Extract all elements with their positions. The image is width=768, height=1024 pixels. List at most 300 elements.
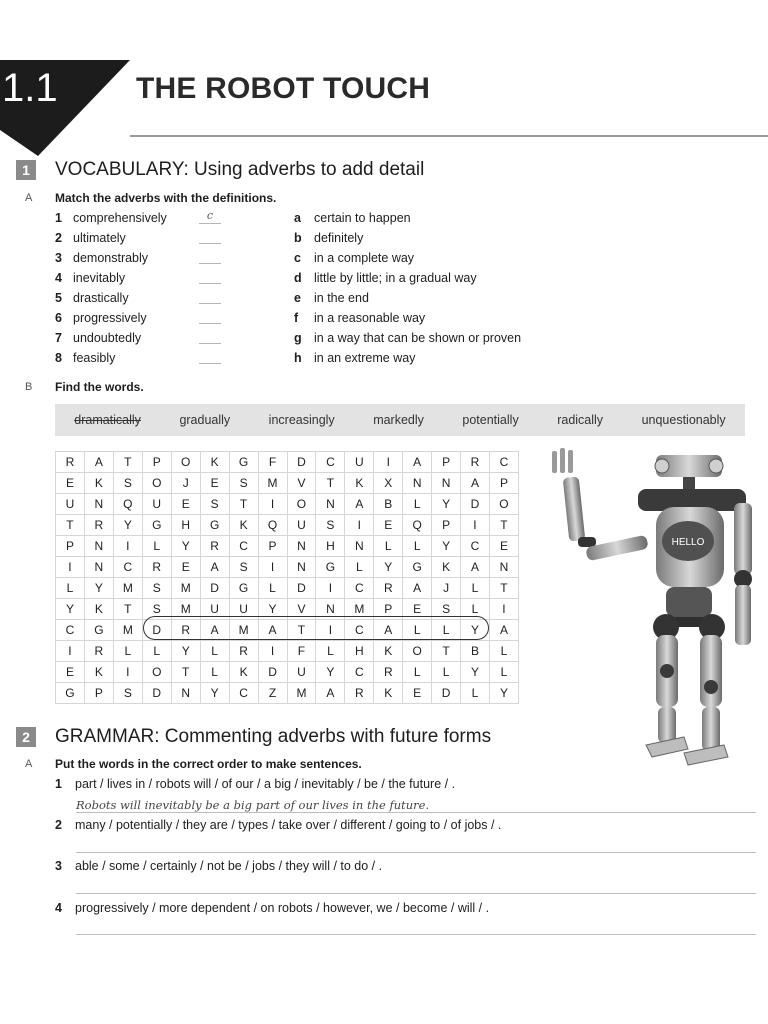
answer-line[interactable] (76, 893, 756, 894)
grid-cell[interactable]: S (113, 473, 142, 494)
grid-cell[interactable]: E (489, 536, 518, 557)
grid-cell[interactable]: K (229, 515, 258, 536)
title-divider (130, 135, 768, 137)
grid-cell[interactable]: P (374, 599, 403, 620)
grid-cell[interactable]: O (142, 473, 171, 494)
grid-cell[interactable]: R (200, 536, 229, 557)
grid-cell[interactable]: L (461, 578, 490, 599)
word-bank-item: radically (557, 413, 604, 427)
adverb-word: comprehensively (73, 211, 167, 225)
grid-cell[interactable]: R (374, 662, 403, 683)
grid-cell[interactable]: L (403, 536, 432, 557)
definition-item (294, 208, 594, 228)
grid-cell[interactable]: Y (56, 599, 85, 620)
grid-cell[interactable]: H (171, 515, 200, 536)
grammar-part-a-letter: A (25, 758, 33, 770)
grid-cell[interactable]: T (287, 620, 316, 641)
grid-cell[interactable]: A (200, 557, 229, 578)
grid-cell[interactable]: J (432, 578, 461, 599)
definition-item (294, 288, 594, 308)
answer-line[interactable] (76, 852, 756, 853)
grid-cell[interactable]: L (432, 662, 461, 683)
answer-blank[interactable] (199, 283, 221, 284)
grid-cell[interactable]: I (374, 452, 403, 473)
grid-cell[interactable]: G (142, 515, 171, 536)
adverb-item (55, 248, 295, 268)
grid-cell[interactable]: P (432, 515, 461, 536)
grid-cell[interactable]: A (489, 620, 518, 641)
grid-cell[interactable]: P (142, 452, 171, 473)
grid-cell[interactable]: Q (258, 515, 287, 536)
adverb-word: drastically (73, 291, 129, 305)
grid-cell[interactable]: R (142, 557, 171, 578)
robot-badge-text: HELLO (671, 537, 705, 548)
adverb-number: 4 (55, 271, 62, 285)
grid-cell[interactable]: N (489, 557, 518, 578)
grid-cell[interactable]: I (113, 536, 142, 557)
definition-letter: h (294, 351, 302, 365)
definition-item (294, 328, 594, 348)
grid-row (56, 641, 519, 662)
grid-cell[interactable]: K (432, 557, 461, 578)
grid-cell[interactable]: C (316, 452, 345, 473)
grid-cell[interactable]: M (113, 578, 142, 599)
adverb-item (55, 288, 295, 308)
definition-text: in the end (314, 291, 369, 305)
grid-cell[interactable]: O (171, 452, 200, 473)
definition-item (294, 248, 594, 268)
word-bank-item: potentially (462, 413, 519, 427)
definition-letter: b (294, 231, 302, 245)
grid-cell[interactable]: E (403, 599, 432, 620)
grid-cell[interactable]: H (345, 641, 374, 662)
grid-cell[interactable]: L (432, 620, 461, 641)
grid-cell[interactable]: D (258, 662, 287, 683)
grid-cell[interactable]: K (84, 599, 113, 620)
grid-cell[interactable]: N (287, 536, 316, 557)
grid-cell[interactable]: L (258, 578, 287, 599)
grid-cell[interactable]: N (84, 494, 113, 515)
sentence-number: 2 (55, 818, 62, 832)
adverb-item (55, 348, 295, 368)
word-bank-item: markedly (373, 413, 424, 427)
adverb-item (55, 308, 295, 328)
sentence-item (55, 818, 501, 832)
grid-cell[interactable]: Y (113, 515, 142, 536)
grid-cell[interactable]: S (432, 599, 461, 620)
grid-cell[interactable]: P (84, 683, 113, 704)
grid-cell[interactable]: C (345, 620, 374, 641)
grid-cell[interactable]: I (258, 494, 287, 515)
grid-cell[interactable]: L (461, 599, 490, 620)
grid-cell[interactable]: I (56, 641, 85, 662)
adverb-word: ultimately (73, 231, 126, 245)
grid-cell[interactable]: N (316, 494, 345, 515)
grid-cell[interactable]: K (200, 452, 229, 473)
sentence-prompt: many / potentially / they are / types / take over / different / going to / of jobs / . (75, 818, 502, 832)
grid-cell[interactable]: V (287, 473, 316, 494)
grid-cell[interactable]: T (432, 641, 461, 662)
adverb-item (55, 268, 295, 288)
grid-cell[interactable]: D (287, 452, 316, 473)
grid-cell[interactable]: L (200, 641, 229, 662)
grid-cell[interactable]: B (374, 494, 403, 515)
grid-cell[interactable]: D (287, 578, 316, 599)
grid-cell[interactable]: D (200, 578, 229, 599)
grid-cell[interactable]: Y (489, 683, 518, 704)
adverb-number: 7 (55, 331, 62, 345)
grid-cell[interactable]: L (489, 662, 518, 683)
definition-letter: g (294, 331, 302, 345)
grid-cell[interactable]: B (461, 641, 490, 662)
sentence-answer[interactable]: Robots will inevitably be a big part of our lives in the future. (76, 798, 430, 812)
definition-letter: e (294, 291, 301, 305)
grid-cell[interactable]: R (171, 620, 200, 641)
grid-cell[interactable]: L (403, 662, 432, 683)
grid-cell[interactable]: U (200, 599, 229, 620)
word-bank-item: unquestionably (641, 413, 726, 427)
answer-blank[interactable] (199, 303, 221, 304)
part-b-instruction: Find the words. (55, 380, 144, 394)
grid-cell[interactable]: A (403, 578, 432, 599)
grid-cell[interactable]: S (200, 494, 229, 515)
grid-cell[interactable]: N (171, 683, 200, 704)
grid-cell[interactable]: R (374, 578, 403, 599)
definition-letter: d (294, 271, 302, 285)
grid-cell[interactable]: U (229, 599, 258, 620)
grid-cell[interactable]: C (489, 452, 518, 473)
grid-cell[interactable]: L (56, 578, 85, 599)
word-bank (55, 404, 745, 436)
grid-cell[interactable]: A (345, 494, 374, 515)
grid-cell[interactable]: A (258, 620, 287, 641)
grid-cell[interactable]: S (142, 599, 171, 620)
grid-cell[interactable]: D (142, 683, 171, 704)
definition-letter: f (294, 311, 299, 325)
grid-row (56, 683, 519, 704)
grid-cell[interactable]: I (316, 578, 345, 599)
grid-cell[interactable]: L (142, 536, 171, 557)
grid-cell[interactable]: O (142, 662, 171, 683)
grid-cell[interactable]: I (461, 515, 490, 536)
sentence-number: 3 (55, 859, 62, 873)
sentence-item (55, 901, 489, 915)
sentence-prompt: progressively / more dependent / on robots / however, we / become / will / . (75, 901, 490, 915)
grid-cell[interactable]: Y (432, 494, 461, 515)
definition-letter: a (294, 211, 301, 225)
grid-cell[interactable]: C (229, 683, 258, 704)
grid-cell[interactable]: G (56, 683, 85, 704)
grid-cell[interactable]: P (489, 473, 518, 494)
grid-cell[interactable]: C (461, 536, 490, 557)
grid-cell[interactable]: U (345, 452, 374, 473)
grid-cell[interactable]: L (316, 641, 345, 662)
grid-cell[interactable]: L (374, 536, 403, 557)
sentence-number: 1 (55, 777, 62, 791)
grid-cell[interactable]: P (258, 536, 287, 557)
grid-cell[interactable]: G (229, 452, 258, 473)
grid-cell[interactable]: L (403, 494, 432, 515)
grid-cell[interactable]: A (200, 620, 229, 641)
grid-cell[interactable]: Q (113, 494, 142, 515)
grid-cell[interactable]: G (84, 620, 113, 641)
grid-cell[interactable]: A (84, 452, 113, 473)
grid-cell[interactable]: L (345, 557, 374, 578)
definition-item (294, 308, 594, 328)
adverb-number: 8 (55, 351, 62, 365)
grid-cell[interactable]: F (287, 641, 316, 662)
grid-cell[interactable]: V (287, 599, 316, 620)
grid-cell[interactable]: N (84, 536, 113, 557)
grid-cell[interactable]: E (171, 494, 200, 515)
part-a-letter: A (25, 192, 33, 204)
sentence-prompt: part / lives in / robots will / of our / a big / inevitably / be / the future / . (75, 777, 456, 791)
grid-cell[interactable]: T (171, 662, 200, 683)
grid-cell[interactable]: I (316, 620, 345, 641)
grid-cell[interactable]: U (287, 515, 316, 536)
grid-cell[interactable]: K (374, 641, 403, 662)
grid-cell[interactable]: Y (200, 683, 229, 704)
grid-cell[interactable]: E (56, 473, 85, 494)
grid-cell[interactable]: I (258, 641, 287, 662)
robot-illustration (538, 445, 768, 775)
grid-cell[interactable]: D (142, 620, 171, 641)
grid-row (56, 473, 519, 494)
answer-blank[interactable] (199, 343, 221, 344)
grid-cell[interactable]: R (84, 641, 113, 662)
page-title: THE ROBOT TOUCH (136, 72, 431, 105)
grid-cell[interactable]: K (229, 662, 258, 683)
definition-text: definitely (314, 231, 364, 245)
grid-row (56, 578, 519, 599)
definition-text: in an extreme way (314, 351, 416, 365)
grid-cell[interactable]: R (56, 452, 85, 473)
grid-cell[interactable]: K (84, 473, 113, 494)
grid-cell[interactable]: E (56, 662, 85, 683)
grid-cell[interactable]: S (316, 515, 345, 536)
grid-cell[interactable]: K (84, 662, 113, 683)
grid-cell[interactable]: H (316, 536, 345, 557)
definition-text: in a way that can be shown or proven (314, 331, 522, 345)
grid-cell[interactable]: N (287, 557, 316, 578)
grid-cell[interactable]: Y (432, 536, 461, 557)
part-a-instruction: Match the adverbs with the definitions. (55, 191, 277, 205)
grammar-instruction: Put the words in the correct order to make sentences. (55, 757, 362, 771)
grid-cell[interactable]: M (113, 620, 142, 641)
grid-cell[interactable]: O (287, 494, 316, 515)
definition-text: certain to happen (314, 211, 411, 225)
grid-cell[interactable]: A (461, 473, 490, 494)
grid-cell[interactable]: C (345, 662, 374, 683)
grid-cell[interactable]: G (403, 557, 432, 578)
grid-cell[interactable]: N (432, 473, 461, 494)
grid-cell[interactable]: O (489, 494, 518, 515)
grid-cell[interactable]: P (56, 536, 85, 557)
grid-cell[interactable]: I (56, 557, 85, 578)
grid-cell[interactable]: U (142, 494, 171, 515)
grid-cell[interactable]: Y (171, 536, 200, 557)
definition-letter: c (294, 251, 301, 265)
grid-cell[interactable]: M (345, 599, 374, 620)
definition-text: in a complete way (314, 251, 415, 265)
grid-cell[interactable]: M (171, 578, 200, 599)
grid-cell[interactable]: T (56, 515, 85, 536)
grid-cell[interactable]: J (171, 473, 200, 494)
grid-cell[interactable]: E (171, 557, 200, 578)
grid-row (56, 494, 519, 515)
adverb-number: 5 (55, 291, 62, 305)
adverb-word: undoubtedly (73, 331, 142, 345)
part-b-letter: B (25, 381, 33, 393)
grid-cell[interactable]: I (345, 515, 374, 536)
grid-cell[interactable]: I (258, 557, 287, 578)
grid-cell[interactable]: Y (461, 662, 490, 683)
grid-cell[interactable]: X (374, 473, 403, 494)
adverb-number: 3 (55, 251, 62, 265)
answer-blank[interactable] (199, 263, 221, 264)
grid-cell[interactable]: E (403, 683, 432, 704)
word-bank-item: dramatically (74, 413, 141, 427)
adverb-number: 1 (55, 211, 62, 225)
grid-cell[interactable]: Q (403, 515, 432, 536)
grid-row (56, 557, 519, 578)
grid-cell[interactable]: N (84, 557, 113, 578)
grid-cell[interactable]: C (229, 536, 258, 557)
grid-cell[interactable]: N (345, 536, 374, 557)
grid-cell[interactable]: E (200, 473, 229, 494)
answer-blank[interactable] (199, 223, 221, 224)
grid-row (56, 662, 519, 683)
grid-cell[interactable]: Z (258, 683, 287, 704)
sentence-number: 4 (55, 901, 62, 915)
adverb-number: 2 (55, 231, 62, 245)
adverb-list (55, 208, 295, 368)
grid-cell[interactable]: G (229, 578, 258, 599)
section-1-number: 1 (16, 160, 36, 180)
grid-cell[interactable]: U (287, 662, 316, 683)
answer-blank[interactable] (199, 243, 221, 244)
definition-list (294, 208, 594, 368)
grid-cell[interactable]: I (489, 599, 518, 620)
grid-cell[interactable]: D (461, 494, 490, 515)
grid-cell[interactable]: A (374, 620, 403, 641)
grid-cell[interactable]: L (403, 620, 432, 641)
answer-blank[interactable] (199, 323, 221, 324)
grid-cell[interactable]: Y (374, 557, 403, 578)
grid-cell[interactable]: L (113, 641, 142, 662)
definition-text: little by little; in a gradual way (314, 271, 477, 285)
grid-cell[interactable]: T (229, 494, 258, 515)
grid-cell[interactable]: E (374, 515, 403, 536)
section-2-number: 2 (16, 727, 36, 747)
grid-cell[interactable]: Y (171, 641, 200, 662)
adverb-word: inevitably (73, 271, 126, 285)
grid-cell[interactable]: F (258, 452, 287, 473)
grid-cell[interactable]: Y (84, 578, 113, 599)
grid-cell[interactable]: A (316, 683, 345, 704)
word-bank-item: gradually (179, 413, 231, 427)
grid-cell[interactable]: R (229, 641, 258, 662)
answer-line[interactable] (76, 812, 756, 813)
grid-cell[interactable]: I (113, 662, 142, 683)
grid-row (56, 452, 519, 473)
grid-cell[interactable]: R (461, 452, 490, 473)
grid-cell[interactable]: C (113, 557, 142, 578)
adverb-item (55, 228, 295, 248)
grid-cell[interactable]: U (56, 494, 85, 515)
definition-item (294, 348, 594, 368)
answer-line[interactable] (76, 934, 756, 935)
adverb-number: 6 (55, 311, 62, 325)
grid-cell[interactable]: G (316, 557, 345, 578)
answer-blank[interactable] (199, 363, 221, 364)
grid-cell[interactable]: Y (316, 662, 345, 683)
grid-cell[interactable]: D (432, 683, 461, 704)
grid-cell[interactable]: M (171, 599, 200, 620)
grid-cell[interactable]: N (316, 599, 345, 620)
grid-cell[interactable]: T (113, 599, 142, 620)
grid-cell[interactable]: R (84, 515, 113, 536)
section-1-title: VOCABULARY: Using adverbs to add detail (55, 159, 425, 180)
grid-cell[interactable]: L (200, 662, 229, 683)
grid-cell[interactable]: S (113, 683, 142, 704)
grid-cell[interactable]: K (374, 683, 403, 704)
grid-cell[interactable]: O (403, 641, 432, 662)
grid-row (56, 536, 519, 557)
sentence-prompt: able / some / certainly / not be / jobs / they will / to do / . (75, 859, 383, 873)
grid-cell[interactable]: G (200, 515, 229, 536)
word-search-grid[interactable] (55, 451, 519, 704)
sentence-item (55, 777, 455, 791)
answer-text[interactable]: c (206, 209, 214, 222)
adverb-word: feasibly (73, 351, 116, 365)
grid-cell[interactable]: C (56, 620, 85, 641)
grid-cell[interactable]: C (345, 578, 374, 599)
adverb-item (55, 328, 295, 348)
section-2-title: GRAMMAR: Commenting adverbs with future forms (55, 726, 492, 747)
grid-cell[interactable]: N (403, 473, 432, 494)
grid-cell[interactable]: Y (461, 620, 490, 641)
grid-cell[interactable]: L (461, 683, 490, 704)
grid-cell[interactable]: S (229, 473, 258, 494)
sentence-item (55, 859, 382, 873)
grid-cell[interactable]: M (258, 473, 287, 494)
grid-cell[interactable]: Y (258, 599, 287, 620)
grid-cell[interactable]: L (142, 641, 171, 662)
definition-item (294, 268, 594, 288)
grid-cell[interactable]: S (229, 557, 258, 578)
definition-item (294, 228, 594, 248)
grid-row (56, 515, 519, 536)
grid-cell[interactable]: A (403, 452, 432, 473)
grid-cell[interactable]: T (316, 473, 345, 494)
grid-cell[interactable]: S (142, 578, 171, 599)
unit-number: 1.1 (2, 66, 58, 110)
grid-cell[interactable]: T (113, 452, 142, 473)
grid-cell[interactable]: P (432, 452, 461, 473)
grid-cell[interactable]: R (345, 683, 374, 704)
found-word-circle (143, 616, 489, 640)
word-bank-item: increasingly (268, 413, 335, 427)
grid-cell[interactable]: A (461, 557, 490, 578)
adverb-word: demonstrably (73, 251, 149, 265)
grid-cell[interactable]: M (287, 683, 316, 704)
grid-cell[interactable]: K (345, 473, 374, 494)
grid-cell[interactable]: T (489, 578, 518, 599)
grid-cell[interactable]: M (229, 620, 258, 641)
grid-cell[interactable]: L (489, 641, 518, 662)
grid-cell[interactable]: T (489, 515, 518, 536)
